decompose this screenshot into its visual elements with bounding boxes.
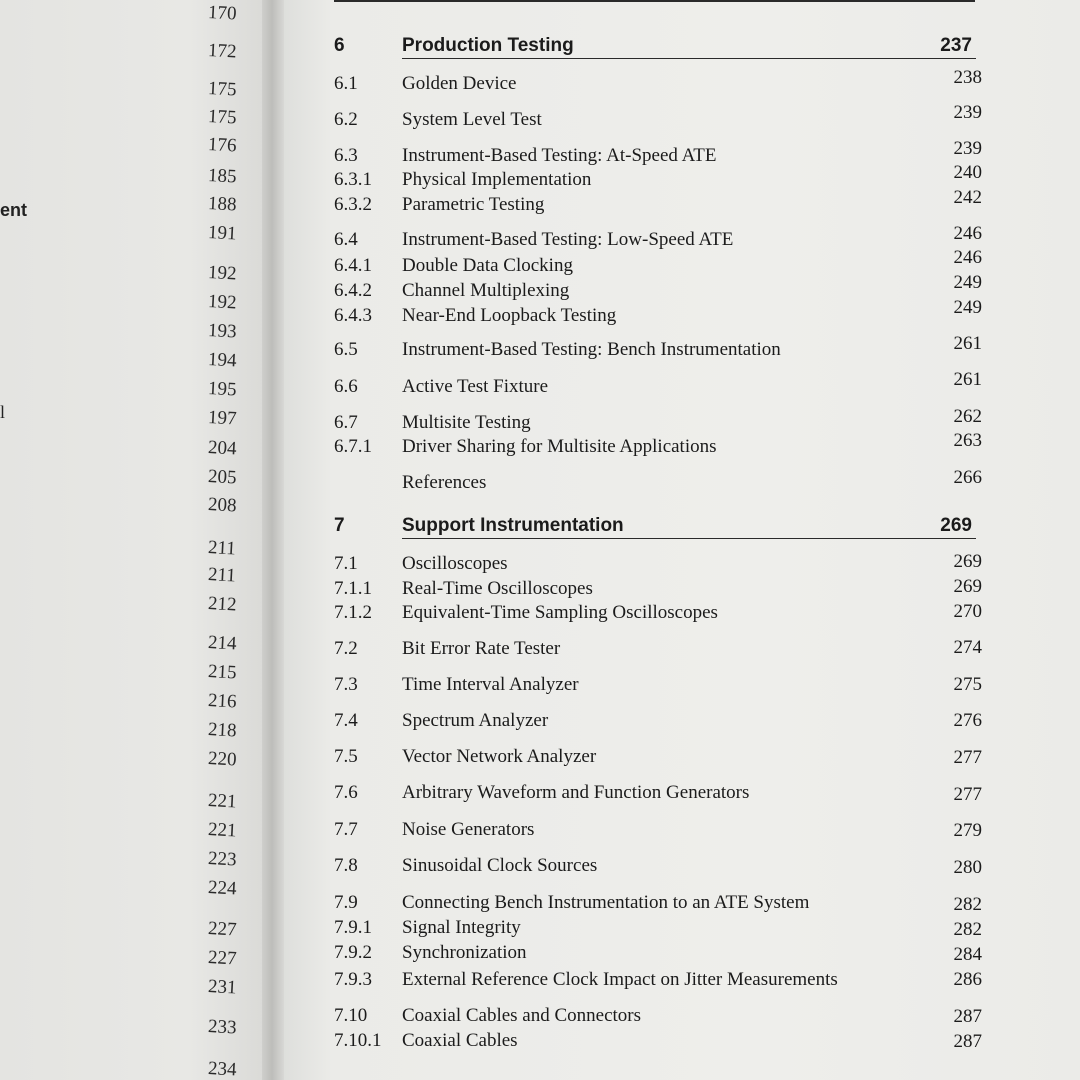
left-page-number: 221 [207, 819, 238, 842]
toc-entry-references-title: References [402, 472, 487, 493]
toc-entry-title: Multisite Testing [402, 412, 531, 433]
toc-entry-number: 7.9.2 [334, 942, 372, 963]
toc-entry-title: Connecting Bench Instrumentation to an ATE System [402, 892, 810, 913]
toc-entry-number: 6.4 [334, 229, 358, 250]
toc-entry-number: 6.4.2 [334, 280, 372, 301]
toc-entry-page: 263 [953, 430, 982, 451]
left-page-number: 231 [207, 976, 238, 999]
left-page-number: 204 [207, 437, 238, 460]
toc-entry-title: Parametric Testing [402, 194, 545, 215]
left-page-number: 193 [207, 320, 238, 343]
toc-entry-number: 6.3.1 [334, 169, 372, 190]
toc-entry-page: 282 [953, 894, 982, 915]
toc-entry-page: 239 [953, 102, 982, 123]
toc-entry-page: 270 [953, 601, 982, 622]
chapter-heading-page: 237 [940, 35, 972, 56]
toc-entry-page: 261 [953, 333, 982, 354]
toc-entry-page: 282 [953, 919, 982, 940]
chapter-title-rule [402, 538, 976, 539]
toc-entry-page: 279 [953, 820, 982, 841]
left-page-number: 170 [207, 2, 238, 25]
toc-entry-number: 7.3 [334, 674, 358, 695]
left-page-number: 224 [207, 877, 238, 900]
toc-entry-number: 7.6 [334, 782, 358, 803]
left-page-number: 234 [207, 1058, 238, 1080]
toc-entry-title: Sinusoidal Clock Sources [402, 855, 598, 876]
toc-entry [0, 745, 1080, 769]
toc-entry-page: 274 [953, 637, 982, 658]
toc-entry-page: 277 [953, 784, 982, 805]
toc-entry [0, 102, 1080, 132]
toc-entry [0, 818, 1080, 842]
left-page-number: 215 [207, 661, 238, 684]
left-page-number: 194 [207, 349, 238, 372]
toc-entry-page: 238 [953, 67, 982, 88]
toc-entry-number: 7.9.3 [334, 969, 372, 990]
toc-entry-title: Active Test Fixture [402, 376, 549, 397]
toc-entry-title: Signal Integrity [402, 917, 521, 938]
toc-entry-page: 280 [953, 857, 982, 878]
left-page-number: 192 [207, 262, 238, 285]
toc-entry-title: Golden Device [402, 73, 517, 94]
left-page-number: 223 [207, 848, 238, 871]
toc-entry-title: Oscilloscopes [402, 553, 508, 574]
toc-entry-page: 242 [953, 187, 982, 208]
toc-entry [0, 430, 1080, 459]
left-page-number: 212 [207, 593, 238, 616]
toc-entry-number: 7.1 [334, 553, 358, 574]
toc-entry-number: 6.4.3 [334, 305, 372, 326]
toc-entry-title: Arbitrary Waveform and Function Generators [402, 782, 750, 803]
toc-entry-title: Equivalent-Time Sampling Oscilloscopes [402, 602, 718, 623]
toc-entry-page: 269 [953, 551, 982, 572]
left-page-number: 185 [207, 165, 238, 188]
chapter-title-rule [402, 58, 976, 59]
toc-entry-number: 6.3 [334, 145, 358, 166]
toc-entry-page: 246 [953, 223, 982, 244]
toc-entry [0, 601, 1080, 625]
left-page-number: 191 [207, 222, 238, 245]
toc-entry [0, 673, 1080, 697]
left-page-number: 211 [207, 537, 237, 560]
left-page-number: 172 [207, 40, 238, 63]
chapter-heading [0, 34, 1080, 58]
toc-entry-page: 240 [953, 162, 982, 183]
toc-entry-number: 7.2 [334, 638, 358, 659]
toc-entry-page: 286 [953, 969, 982, 990]
toc-entry-page: 284 [953, 944, 982, 965]
left-page-fragment: ent [0, 200, 27, 220]
left-page-number: 211 [207, 564, 237, 587]
left-page-number: 227 [207, 947, 238, 970]
left-page-number: 195 [207, 378, 238, 401]
toc-entry-title: Instrument-Based Testing: Low-Speed ATE [402, 229, 734, 250]
toc-entry [0, 916, 1080, 940]
toc-entry-page: 277 [953, 747, 982, 768]
toc-entry-title: Coaxial Cables and Connectors [402, 1005, 642, 1026]
toc-entry-page: 262 [953, 406, 982, 427]
left-page-number: 192 [207, 291, 238, 314]
toc-entry-page: 287 [953, 1031, 982, 1052]
toc-entry-number: 7.9.1 [334, 917, 372, 938]
chapter-heading-title: Support Instrumentation [402, 515, 624, 536]
left-page-number: 176 [207, 134, 238, 157]
toc-entry-number: 6.2 [334, 109, 358, 130]
left-page-number: 227 [207, 918, 238, 941]
toc-entry [0, 138, 1080, 168]
toc-entry-page: 249 [953, 297, 982, 318]
toc-entry-number: 6.4.1 [334, 255, 372, 276]
toc-entry-number: 6.5 [334, 339, 358, 360]
toc-entry-title: Spectrum Analyzer [402, 710, 549, 731]
left-page-mark: l [0, 402, 6, 422]
toc-entry [0, 577, 1080, 601]
toc-entry-title: Noise Generators [402, 819, 535, 840]
toc-entry-title: Instrument-Based Testing: At-Speed ATE [402, 145, 717, 166]
toc-entry-title: Synchronization [402, 942, 527, 963]
left-page-number: 220 [207, 748, 238, 771]
toc-entry-title: Time Interval Analyzer [402, 674, 579, 695]
toc-entry-page: 239 [953, 138, 982, 159]
left-page-number: 216 [207, 690, 238, 713]
toc-entry-page: 276 [953, 710, 982, 731]
toc-entry-number: 6.1 [334, 73, 358, 94]
toc-entry-number: 6.7.1 [334, 436, 372, 457]
toc-entry-number: 7.4 [334, 710, 358, 731]
toc-entry [0, 369, 1080, 399]
left-page-number: 208 [207, 494, 238, 517]
toc-entry-references-page: 266 [953, 467, 982, 488]
toc-entry-title: Bit Error Rate Tester [402, 638, 561, 659]
toc-entry [0, 1004, 1080, 1028]
left-page-number: 188 [207, 193, 238, 216]
toc-entry-title: Double Data Clocking [402, 255, 573, 276]
toc-entry-number: 7.7 [334, 819, 358, 840]
toc-entry-page: 287 [953, 1006, 982, 1027]
toc-entry-number: 6.3.2 [334, 194, 372, 215]
left-page-number: 221 [207, 790, 238, 813]
toc-entry [0, 854, 1080, 878]
toc-entry-title: System Level Test [402, 109, 542, 130]
toc-entry-number: 7.10 [334, 1005, 368, 1026]
toc-entry [0, 187, 1080, 217]
toc-entry-page: 269 [953, 576, 982, 597]
left-page-number: 214 [207, 632, 238, 655]
toc-entry-title: Near-End Loopback Testing [402, 305, 617, 326]
toc-entry-page: 261 [953, 369, 982, 390]
left-page-number: 197 [207, 407, 238, 430]
toc-entry [0, 941, 1080, 965]
toc-entry-number: 6.6 [334, 376, 358, 397]
toc-entry-title: Instrument-Based Testing: Bench Instrumentation [402, 339, 781, 360]
toc-entry-page: 275 [953, 674, 982, 695]
toc-entry-title: Channel Multiplexing [402, 280, 570, 301]
toc-entry-page: 249 [953, 272, 982, 293]
toc-entry-number: 7.1.2 [334, 602, 372, 623]
toc-entry-number: 7.9 [334, 892, 358, 913]
toc-entry-number: 7.1.1 [334, 578, 372, 599]
toc-entry [0, 406, 1080, 435]
toc-entry-title: Physical Implementation [402, 169, 592, 190]
toc-entry-references [0, 467, 1080, 495]
toc-entry-title: Coaxial Cables [402, 1030, 518, 1051]
toc-entry [0, 709, 1080, 733]
chapter-heading [0, 514, 1080, 538]
toc-entry [0, 1029, 1080, 1053]
toc-entry [0, 162, 1080, 192]
toc-entry-title: Real-Time Oscilloscopes [402, 578, 593, 599]
toc-entry [0, 968, 1080, 992]
toc-entry [0, 333, 1080, 362]
left-page-number: 233 [207, 1016, 238, 1039]
left-page-number: 175 [207, 78, 238, 101]
toc-entry [0, 67, 1080, 96]
toc-entry-title: Driver Sharing for Multisite Applications [402, 436, 717, 457]
toc-entry [0, 552, 1080, 576]
toc-entry [0, 781, 1080, 805]
chapter-heading-number: 7 [334, 515, 345, 536]
toc-entry-page: 246 [953, 247, 982, 268]
left-page-number: 175 [207, 106, 238, 129]
left-page-number: 218 [207, 719, 238, 742]
toc-entry-number: 6.7 [334, 412, 358, 433]
toc-entry [0, 247, 1080, 278]
left-page-number: 205 [207, 466, 238, 489]
chapter-heading-number: 6 [334, 35, 345, 56]
toc-entry [0, 223, 1080, 252]
toc-entry-number: 7.8 [334, 855, 358, 876]
chapter-heading-page: 269 [940, 515, 972, 536]
toc-entry-title: External Reference Clock Impact on Jitter Measurements [402, 969, 838, 990]
toc-entry-title: Vector Network Analyzer [402, 746, 597, 767]
toc-entry [0, 891, 1080, 915]
toc-entry-number: 7.10.1 [334, 1030, 382, 1051]
toc-entry-number: 7.5 [334, 746, 358, 767]
chapter-heading-title: Production Testing [402, 35, 574, 56]
toc-entry [0, 637, 1080, 661]
